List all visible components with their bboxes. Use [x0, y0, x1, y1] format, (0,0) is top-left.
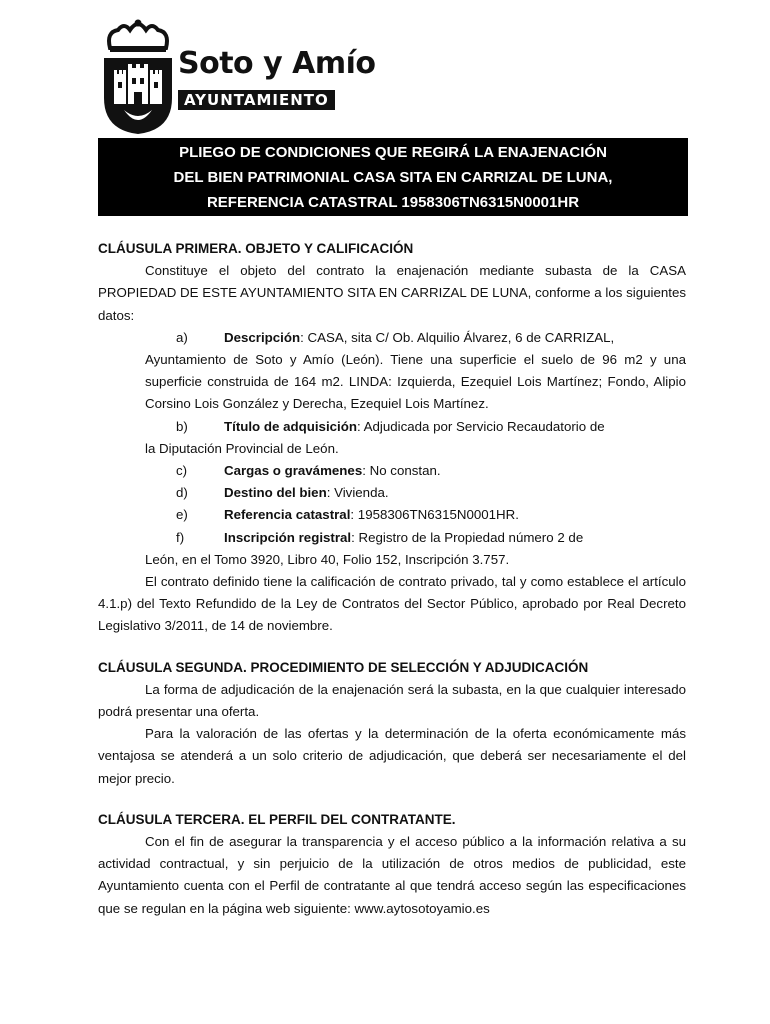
clause-heading: CLÁUSULA SEGUNDA. PROCEDIMIENTO DE SELECCIÓN Y ADJUDICACIÓN: [98, 659, 589, 675]
list-item: [98, 504, 686, 526]
title-line: DEL BIEN PATRIMONIAL CASA SITA EN CARRIZAL DE LUNA,: [173, 168, 613, 186]
item-text: : Adjudicada por Servicio Recaudatorio de: [356, 418, 605, 434]
paragraph: El contrato definido tiene la calificación de contrato privado, tal y como establece el artículo 4.1.p) del Texto Refundido de la Ley de Contratos del Sector Público, aprobado por Real Decreto Legislativo 3/2011, de 14 de noviembre.: [98, 574, 686, 634]
item-letter: a): [176, 329, 188, 345]
list-item: [98, 460, 686, 482]
item-label: Título de adquisición: [224, 418, 357, 434]
paragraph: La forma de adjudicación de la enajenación será la subasta, en la que cualquier interesado podrá presentar una oferta.: [98, 681, 686, 720]
paragraph: Para la valoración de las ofertas y la determinación de la oferta económicamente más ventajosa se atenderá a un solo criterio de adjudicación, que deberá ser necesariamente el del mejor precio.: [98, 726, 686, 786]
municipal-logo: [100, 18, 380, 138]
item-text: : No constan.: [362, 463, 441, 479]
item-text: : 1958306TN6315N0001HR.: [350, 507, 519, 523]
paragraph: Con el fin de asegurar la transparencia y el acceso público a la información relativa a su actividad contractual, y sin perjuicio de la utilización de otros medios de publicidad, este Ayuntamiento cuenta con el Perfil de contratante al que tendrá acceso según las especificaciones que se regulan en la página web siguiente: www.aytosotoyamio.es: [98, 834, 686, 916]
list-item: [98, 482, 686, 504]
item-letter: d): [176, 485, 188, 501]
item-letter: e): [176, 507, 188, 523]
item-text: : CASA, sita C/ Ob. Alquilio Álvarez, 6 de CARRIZAL,: [300, 329, 615, 345]
document-title: [98, 138, 688, 216]
paragraph: Constituye el objeto del contrato la enajenación mediante subasta de la CASA PROPIEDAD DE ESTE AYUNTAMIENTO SITA EN CARRIZAL DE LUNA, conforme a los siguientes datos:: [98, 263, 686, 323]
coat-of-arms-icon: [100, 18, 176, 136]
item-text: León, en el Tomo 3920, Libro 40, Folio 152, Inscripción 3.757.: [145, 551, 510, 567]
item-label: Cargas o gravámenes: [224, 463, 363, 479]
item-label: Inscripción registral: [224, 529, 352, 545]
title-line: PLIEGO DE CONDICIONES QUE REGIRÁ LA ENAJENACIÓN: [179, 143, 607, 161]
item-text: la Diputación Provincial de León.: [145, 440, 339, 456]
document-body: [98, 238, 686, 920]
item-letter: c): [176, 463, 188, 479]
item-label: Referencia catastral: [224, 507, 351, 523]
logo-subtitle: AYUNTAMIENTO: [178, 90, 335, 110]
list-item: [98, 416, 686, 460]
title-line: REFERENCIA CATASTRAL 1958306TN6315N0001HR: [206, 193, 580, 211]
clause-heading: CLÁUSULA TERCERA. EL PERFIL DEL CONTRATANTE.: [98, 811, 456, 827]
item-text: : Registro de la Propiedad número 2 de: [351, 529, 584, 545]
item-letter: f): [176, 529, 185, 545]
clause-heading: CLÁUSULA PRIMERA. OBJETO Y CALIFICACIÓN: [98, 241, 414, 256]
logo-name: Soto y Amío: [178, 46, 376, 81]
item-letter: b): [176, 418, 188, 434]
list-item: [98, 527, 686, 571]
list-item: [98, 327, 686, 416]
item-text: Ayuntamiento de Soto y Amío (León). Tiene una superficie el suelo de 96 m2 y una superficie construida de 164 m2. LINDA: Izquierda, Ezequiel Lois Martínez; Fondo, Alipio Corsino Lois González y Derecha, Ezequiel Lois Martínez.: [145, 352, 686, 412]
item-label: Destino del bien: [224, 485, 327, 501]
item-label: Descripción: [224, 329, 301, 345]
item-text: : Vivienda.: [326, 485, 389, 501]
